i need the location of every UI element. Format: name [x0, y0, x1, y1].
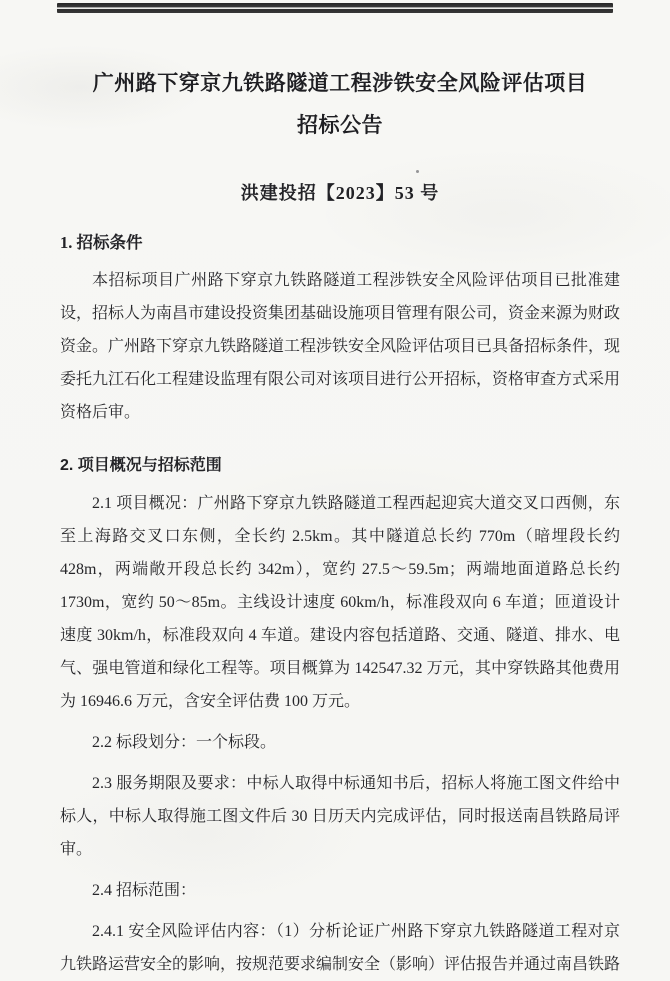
page-title-line1: 广州路下穿京九铁路隧道工程涉铁安全风险评估项目: [92, 71, 588, 95]
paragraph-2-4-tender-scope: 2.4 招标范围：: [92, 882, 197, 899]
paragraph-2-2-lot-division: 2.2 标段划分：一个标段。: [92, 734, 277, 751]
section-2-heading: 2. 项目概况与招标范围: [60, 457, 222, 474]
section-1-paragraph-conditions: 本招标项目广州路下穿京九铁路隧道工程涉铁安全风险评估项目已批准建设，招标人为南昌市建设投资集团基础设施项目管理有限公司，资金来源为财政资金。广州路下穿京九铁路隧道工程涉铁安全风险评估项目已具备招标条件，现委托九江石化工程建设监理有限公司对该项目进行公开招标，资格审查方式采用资格后审。: [60, 272, 621, 421]
paragraph-2-1-project-overview: 2.1 项目概况：广州路下穿京九铁路隧道工程西起迎宾大道交叉口西侧，东至上海路交叉口东侧，全长约 2.5km。其中隧道总长约 770m（暗埋段长约 428m，两端敞开段总长约 342m），宽约 27.5～59.5m；两端地面道路总长约 1730m，宽约 50～85m。主线设计速度 60km/h，标准段双向 6 车道；匝道设计速度 30km/h，标准段双向 4 车道。建设内容包括道路、交通、隧道、排水、电气、强电管道和绿化工程等。项目概算为 142547.32 万元，其中穿铁路其他费用为 16946.6 万元，含安全评估费 100 万元。: [60, 495, 620, 710]
paragraph-2-3-service-period: 2.3 服务期限及要求：中标人取得中标通知书后，招标人将施工图文件给中标人，中标人取得施工图文件后 30 日历天内完成评估，同时报送南昌铁路局评审。: [60, 775, 620, 858]
scan-edge-bar: [57, 3, 613, 13]
scan-speck: [416, 170, 419, 173]
document-number: 洪建投招【2023】53 号: [240, 183, 440, 203]
page-title: [60, 62, 620, 146]
page-title-line2: 招标公告: [297, 113, 383, 137]
paragraph-2-4-1-assessment-content: 2.4.1 安全风险评估内容：（1）分析论证广州路下穿京九铁路隧道工程对京九铁路运营安全的影响，按规范要求编制安全（影响）评估报告并通过南昌铁路: [60, 923, 621, 973]
section-1-heading: 1. 招标条件: [60, 233, 143, 252]
